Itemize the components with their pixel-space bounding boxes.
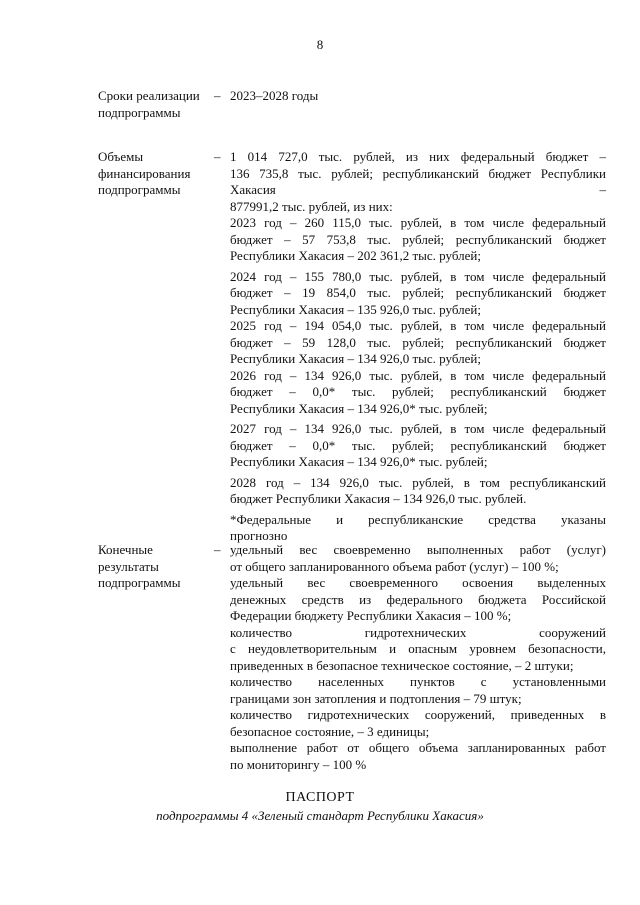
value-line: 877991,2 тыс. рублей, из них:: [230, 198, 393, 214]
value-line: границами зон затопления и подтопления – 79 штук;: [230, 690, 522, 706]
row-label: [98, 149, 216, 199]
row-value: [230, 542, 606, 773]
value-line: Республики Хакасия – 134 926,0* тыс. рублей;: [230, 454, 488, 469]
value-line: 2028 год – 134 926,0 тыс. рублей, в том республиканский: [230, 474, 606, 490]
value-line: количество гидротехнических сооружений: [230, 624, 606, 640]
value-line: бюджет Республики Хакасия – 134 926,0 тыс. рублей.: [230, 491, 527, 506]
value-line: бюджет – 57 753,8 тыс. рублей; республиканский бюджет: [230, 231, 606, 247]
value-line: 2026 год – 134 926,0 тыс. рублей, в том числе федеральный: [230, 367, 606, 383]
value-line: количество гидротехнических сооружений, приведенных в: [230, 707, 606, 722]
label-line: подпрограммы: [98, 104, 181, 120]
value-line: бюджет – 0,0* тыс. рублей; республиканский бюджет: [230, 437, 606, 453]
value-line: 2024 год – 155 780,0 тыс. рублей, в том числе федеральный: [230, 268, 606, 284]
value-line: от общего запланированного объема работ (услуг) – 100 %;: [230, 558, 559, 574]
page-number: 8: [316, 37, 324, 52]
value-line: выполнение работ от общего объема запланированных работ: [230, 740, 606, 755]
value-line: приведенных в безопасное техническое состояние, – 2 штуки;: [230, 657, 574, 673]
value-line: Хакасия –: [230, 182, 606, 197]
value-line: безопасное состояние, – 3 единицы;: [230, 723, 430, 739]
value-line: с неудовлетворительным и опасным уровнем безопасности,: [230, 641, 606, 656]
value-line: количество населенных пунктов с установленными: [230, 674, 606, 689]
value-line: бюджет – 0,0* тыс. рублей; республиканский бюджет: [230, 384, 606, 399]
value-line: бюджет – 59 128,0 тыс. рублей; республиканский бюджет: [230, 334, 606, 350]
value-line: Республики Хакасия – 202 361,2 тыс. рублей;: [230, 248, 481, 263]
value-line: 2025 год – 194 054,0 тыс. рублей, в том числе федеральный: [230, 318, 606, 333]
value-line: удельный вес своевременного освоения выделенных: [230, 575, 606, 590]
label-line: подпрограммы: [98, 575, 181, 590]
value-line: по мониторингу – 100 %: [230, 756, 367, 772]
label-line: финансирования: [98, 165, 191, 181]
value-line: 1 014 727,0 тыс. рублей, из них федеральный бюджет –: [230, 149, 606, 164]
label-line: результаты: [98, 558, 159, 574]
value-line: прогнозно: [230, 528, 288, 543]
label-line: Конечные: [98, 542, 153, 557]
label-line: Объемы: [98, 149, 144, 164]
value-line: Федерации бюджету Республики Хакасия – 100 %;: [230, 608, 512, 623]
value-line: 136 735,8 тыс. рублей; республиканский бюджет Республики: [230, 165, 606, 181]
row-dash: –: [214, 542, 221, 557]
value-line: *Федеральные и республиканские средства указаны: [230, 511, 606, 527]
value-line: Республики Хакасия – 134 926,0 тыс. рублей;: [230, 351, 481, 366]
label-line: Сроки реализации: [98, 88, 200, 103]
value-line: 2023 год – 260 115,0 тыс. рублей, в том числе федеральный: [230, 215, 606, 230]
passport-title: ПАСПОРТ: [285, 790, 355, 805]
row-dash: –: [214, 88, 221, 103]
value-line: 2023–2028 годы: [230, 88, 319, 103]
value-line: денежных средств из федерального бюджета Российской: [230, 591, 606, 607]
value-line: удельный вес своевременно выполненных работ (услуг): [230, 542, 606, 557]
value-line: Республики Хакасия – 134 926,0* тыс. рублей;: [230, 400, 488, 416]
row-value: [230, 88, 606, 105]
passport-subtitle: подпрограммы 4 «Зеленый стандарт Республики Хакасия»: [156, 808, 484, 823]
value-line: бюджет – 19 854,0 тыс. рублей; республиканский бюджет: [230, 285, 606, 300]
label-line: подпрограммы: [98, 182, 181, 197]
row-label: [98, 88, 216, 121]
value-line: Республики Хакасия – 135 926,0 тыс. рублей;: [230, 301, 481, 317]
row-label: [98, 542, 216, 592]
row-value: [230, 149, 606, 545]
value-line: 2027 год – 134 926,0 тыс. рублей, в том числе федеральный: [230, 421, 606, 436]
row-dash: –: [214, 149, 221, 164]
